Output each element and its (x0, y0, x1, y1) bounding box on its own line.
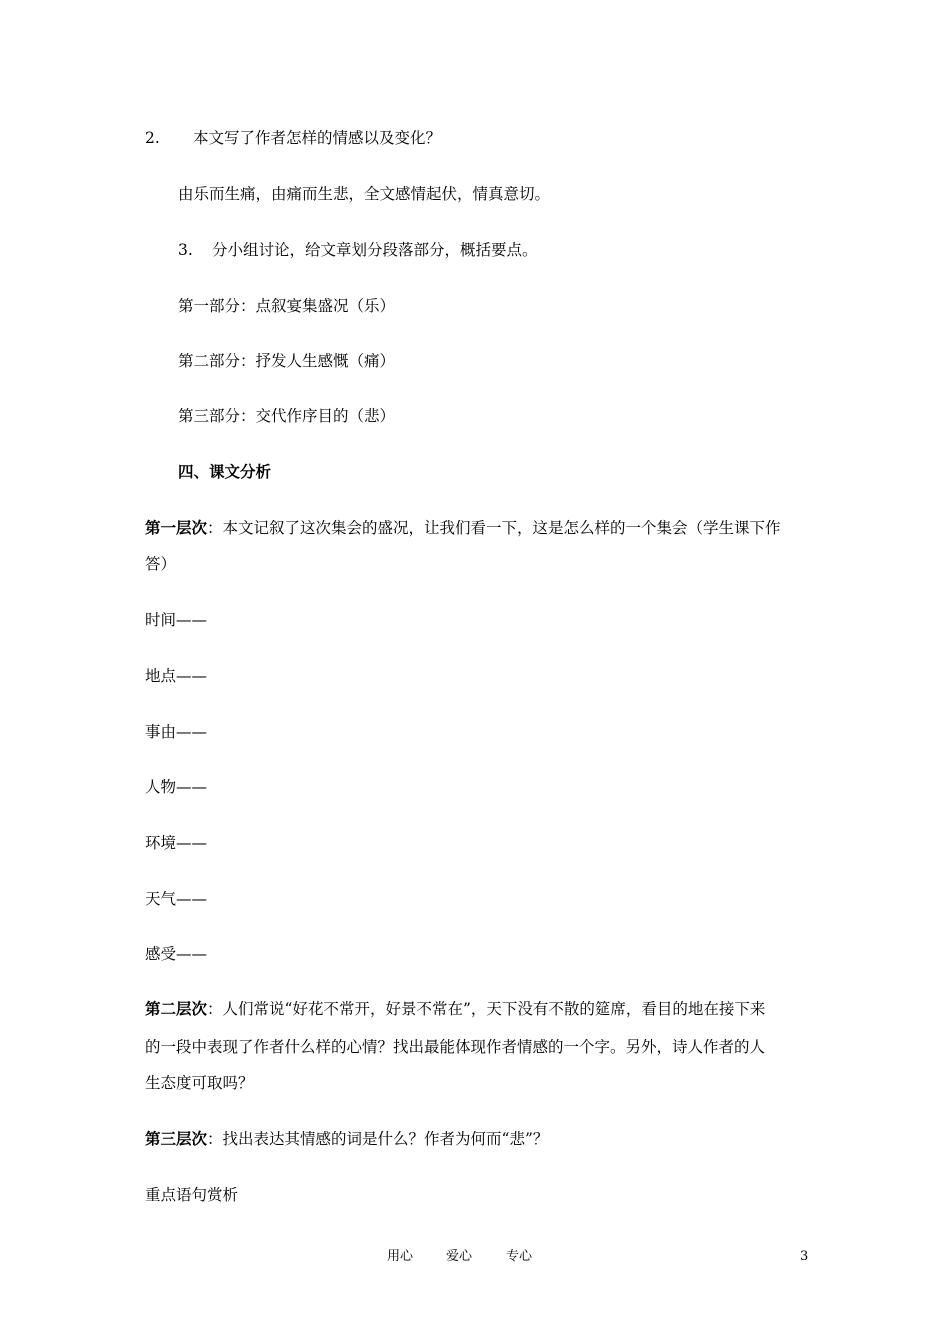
part-3: 第三部分：交代作序目的（悲） (178, 407, 396, 425)
item-feeling: 感受—— (145, 945, 208, 963)
section-heading: 四、课文分析 (178, 462, 272, 481)
footer-right: 专心 (506, 1249, 533, 1264)
level-2-line-3: 生态度可取吗？ (145, 1074, 254, 1092)
key-sentences-heading: 重点语句赏析 (145, 1186, 239, 1204)
question-2 (145, 127, 441, 149)
item-people: 人物—— (145, 778, 208, 796)
page-number: 3 (800, 1249, 809, 1264)
question-3 (178, 239, 538, 261)
footer-middle: 爱心 (446, 1249, 473, 1264)
answer-2: 由乐而生痛，由痛而生悲，全文感情起伏，情真意切。 (178, 185, 551, 203)
footer-left: 用心 (387, 1249, 414, 1264)
item-environment: 环境—— (145, 834, 208, 852)
level-1-label: 第一层次 (145, 518, 208, 537)
level-2-line-2: 的一段中表现了作者什么样的心情？找出最能体现作者情感的一个字。另外，诗人作者的人 (145, 1038, 766, 1056)
question-number: 2. (145, 129, 160, 147)
question-text: 分小组讨论，给文章划分段落部分，概括要点。 (212, 241, 538, 259)
item-place: 地点—— (145, 667, 208, 685)
part-2: 第二部分：抒发人生感慨（痛） (178, 352, 396, 370)
level-3-label: 第三层次 (145, 1129, 208, 1148)
question-text: 本文写了作者怎样的情感以及变化？ (193, 129, 442, 147)
level-2-label: 第二层次 (145, 999, 208, 1018)
level-2-text: ：人们常说“好花不常开，好景不常在”，天下没有不散的筵席，看目的地在接下来 (207, 1000, 766, 1018)
level-1-line-1 (145, 517, 781, 539)
level-2-line-1 (145, 998, 765, 1020)
level-1-text: ：本文记叙了这次集会的盛况，让我们看一下，这是怎么样的一个集会（学生课下作 (207, 519, 781, 537)
part-1: 第一部分：点叙宴集盛况（乐） (178, 297, 396, 315)
level-3-text: ：找出表达其情感的词是什么？作者为何而“悲”？ (207, 1130, 549, 1148)
level-1-line-2: 答） (145, 555, 177, 573)
item-reason: 事由—— (145, 723, 208, 741)
item-weather: 天气—— (145, 890, 208, 908)
question-number: 3. (178, 241, 193, 259)
level-3-line (145, 1128, 548, 1150)
item-time: 时间—— (145, 611, 208, 629)
